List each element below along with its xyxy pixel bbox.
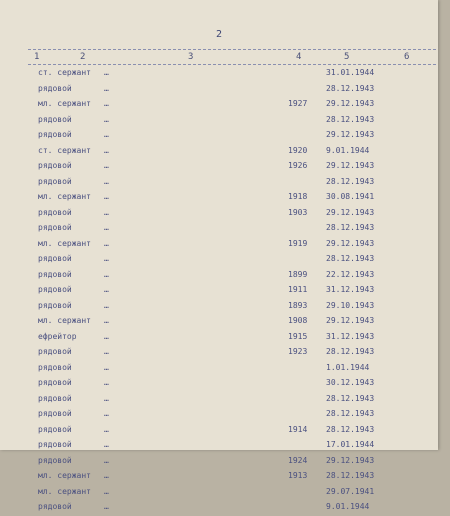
birth-year-cell: 1914 [288,424,308,434]
date-cell: 29.12.1943 [326,238,375,248]
birth-year-cell: 1899 [288,269,308,279]
rank-cell: рядовой [38,378,72,387]
name-cell: … [104,440,109,449]
date-cell: 29.12.1943 [326,207,375,217]
table-row [0,299,438,315]
table-row [0,128,438,144]
table-row [0,82,438,98]
table-row [0,314,438,330]
date-cell: 29.12.1943 [326,130,375,139]
date-cell: 29.12.1943 [326,455,375,465]
column-header-4: 4 [296,52,302,62]
table-row [0,206,438,222]
table-row [0,361,438,377]
name-cell: … [104,223,109,232]
table-row [0,454,438,470]
date-cell: 31.12.1943 [326,285,375,294]
column-header-5: 5 [344,52,350,62]
date-cell: 17.01.1944 [326,440,375,449]
table-row [0,438,438,454]
date-cell: 22.12.1943 [326,269,375,279]
name-cell: … [104,285,109,294]
date-cell: 28.12.1943 [326,409,375,418]
name-cell: … [104,161,109,170]
rank-cell: рядовой [38,114,72,124]
name-cell: … [104,145,109,155]
date-cell: 28.12.1943 [326,471,375,480]
date-cell: 31.01.1944 [326,68,375,77]
birth-year-cell: 1903 [288,207,308,217]
column-header-3: 3 [188,52,194,62]
name-cell: … [104,254,109,263]
birth-year-cell: 1923 [288,347,308,356]
rank-cell: рядовой [38,440,72,449]
name-cell: … [104,409,109,418]
name-cell: … [104,471,109,480]
table-row [0,423,438,439]
date-cell: 28.12.1943 [326,347,375,356]
table-row [0,345,438,361]
rank-cell: мл. сержант [38,316,91,325]
rank-cell: рядовой [38,223,72,232]
table-row [0,252,438,268]
name-cell: … [104,331,109,341]
table-row [0,97,438,113]
table-row [0,159,438,175]
birth-year-cell: 1918 [288,192,308,201]
rank-cell: мл. сержант [38,471,91,480]
name-cell: … [104,316,109,325]
table-row [0,283,438,299]
date-cell: 28.12.1943 [326,424,375,434]
table-row [0,485,438,501]
name-cell: … [104,99,109,108]
rank-cell: рядовой [38,347,72,356]
table-row [0,500,438,516]
date-cell: 28.12.1943 [326,223,375,232]
table-row [0,221,438,237]
date-cell: 28.12.1943 [326,114,375,124]
rank-cell: рядовой [38,161,72,170]
entry-list [0,66,438,516]
date-cell: 28.12.1943 [326,83,375,93]
column-header-row [28,49,436,65]
rank-cell: рядовой [38,285,72,294]
date-cell: 29.12.1943 [326,316,375,325]
date-cell: 29.10.1943 [326,300,375,310]
date-cell: 29.07.1941 [326,486,375,496]
column-header-2: 2 [80,52,86,62]
date-cell: 29.12.1943 [326,161,375,170]
birth-year-cell: 1920 [288,145,308,155]
date-cell: 1.01.1944 [326,362,370,372]
name-cell: … [104,502,109,511]
name-cell: … [104,192,109,201]
date-cell: 30.12.1943 [326,378,375,387]
table-row [0,237,438,253]
rank-cell: рядовой [38,393,72,403]
rank-cell: мл. сержант [38,238,91,248]
rank-cell: мл. сержант [38,192,91,201]
name-cell: … [104,393,109,403]
name-cell: … [104,486,109,496]
table-row [0,392,438,408]
rank-cell: рядовой [38,409,72,418]
date-cell: 28.12.1943 [326,176,375,186]
page-number: 2 [215,29,223,40]
rank-cell: рядовой [38,362,72,372]
date-cell: 30.08.1941 [326,192,375,201]
birth-year-cell: 1927 [288,99,308,108]
rank-cell: ефрейтор [38,331,77,341]
table-row [0,268,438,284]
name-cell: … [104,455,109,465]
table-row [0,330,438,346]
rank-cell: рядовой [38,455,72,465]
birth-year-cell: 1911 [288,285,308,294]
date-cell: 9.01.1944 [326,145,370,155]
rank-cell: рядовой [38,300,72,310]
rank-cell: рядовой [38,176,72,186]
table-row [0,175,438,191]
rank-cell: рядовой [38,254,72,263]
rank-cell: мл. сержант [38,486,91,496]
name-cell: … [104,238,109,248]
birth-year-cell: 1908 [288,316,308,325]
name-cell: … [104,83,109,93]
rank-cell: рядовой [38,424,72,434]
birth-year-cell: 1919 [288,238,308,248]
date-cell: 29.12.1943 [326,99,375,108]
name-cell: … [104,424,109,434]
birth-year-cell: 1913 [288,471,308,480]
rank-cell: ст. сержант [38,145,91,155]
name-cell: … [104,300,109,310]
table-row [0,376,438,392]
date-cell: 28.12.1943 [326,393,375,403]
name-cell: … [104,378,109,387]
rank-cell: рядовой [38,269,72,279]
table-row [0,144,438,160]
name-cell: … [104,269,109,279]
table-row [0,407,438,423]
rank-cell: рядовой [38,207,72,217]
date-cell: 31.12.1943 [326,331,375,341]
date-cell: 28.12.1943 [326,254,375,263]
rank-cell: рядовой [38,502,72,511]
rank-cell: ст. сержант [38,68,91,77]
table-row [0,190,438,206]
table-row [0,469,438,485]
column-header-1: 1 [34,52,40,62]
birth-year-cell: 1924 [288,455,308,465]
name-cell: … [104,68,109,77]
name-cell: … [104,207,109,217]
name-cell: … [104,114,109,124]
date-cell: 9.01.1944 [326,502,370,511]
column-header-6: 6 [404,52,410,62]
table-row [0,113,438,129]
name-cell: … [104,176,109,186]
name-cell: … [104,130,109,139]
birth-year-cell: 1915 [288,331,308,341]
birth-year-cell: 1893 [288,300,308,310]
rank-cell: рядовой [38,130,72,139]
name-cell: … [104,347,109,356]
rank-cell: мл. сержант [38,99,91,108]
rank-cell: рядовой [38,83,72,93]
table-row [0,66,438,82]
birth-year-cell: 1926 [288,161,308,170]
name-cell: … [104,362,109,372]
